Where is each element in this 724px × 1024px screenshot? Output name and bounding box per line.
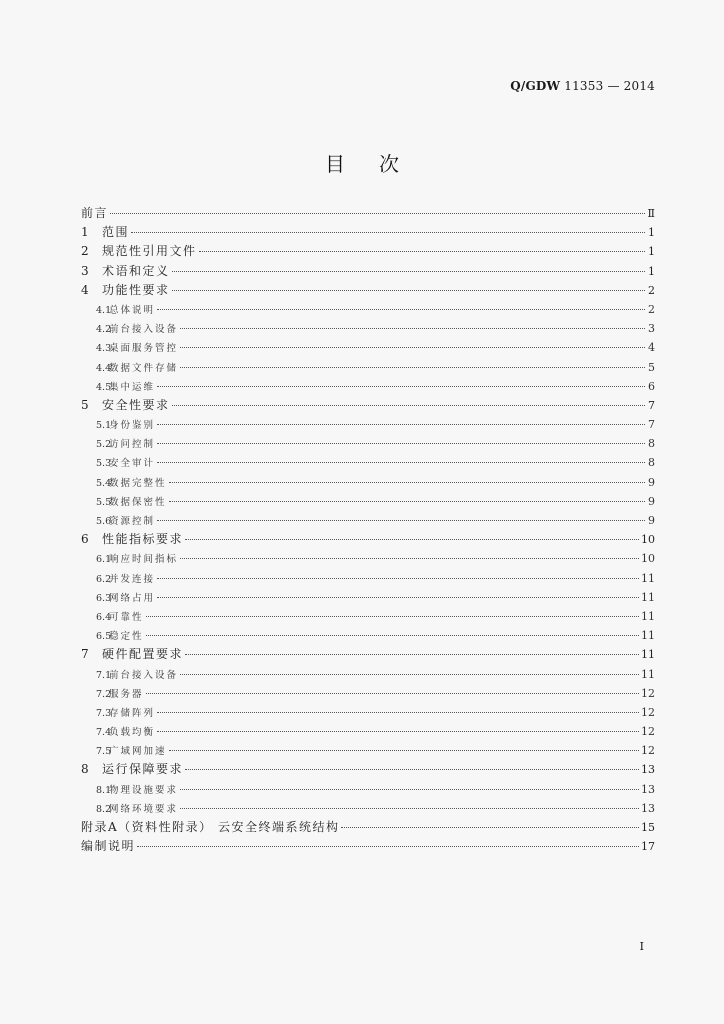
toc-entry-number: 8.2 [96, 803, 112, 815]
toc-entry-number: 2 [81, 244, 89, 259]
toc-leader-dots [157, 386, 645, 387]
toc-entry-page: 1 [648, 245, 655, 259]
toc-entry-label: 性能指标要求 [102, 532, 184, 547]
toc-entry[interactable] [81, 569, 655, 588]
toc-entry-label: 服务器 [109, 688, 144, 700]
toc-entry-number: 6.1 [96, 554, 112, 566]
toc-entry-page: 12 [641, 686, 655, 700]
toc-entry[interactable] [81, 799, 655, 818]
toc-entry[interactable] [81, 722, 655, 741]
toc-entry-page: 6 [648, 379, 655, 393]
toc-entry-page: 12 [641, 725, 655, 739]
toc-entry-page: 13 [641, 801, 655, 815]
toc-entry-page: 5 [648, 360, 655, 374]
toc-leader-dots [180, 789, 639, 790]
toc-leader-dots [157, 712, 639, 713]
toc-entry-label: 附录A（资料性附录） 云安全终端系统结构 [81, 820, 340, 834]
toc-entry-number: 1 [81, 225, 89, 240]
toc-entry-label: 功能性要求 [102, 282, 170, 297]
toc-entry-page: 10 [641, 533, 655, 547]
toc-entry-number: 6.3 [96, 592, 112, 604]
toc-entry-page: 11 [641, 667, 655, 681]
toc-entry-number: 4.3 [96, 343, 112, 355]
toc-leader-dots [185, 769, 639, 770]
table-of-contents [81, 204, 655, 856]
toc-entry-label: 访问控制 [109, 439, 156, 451]
toc-entry-label: 编制说明 [81, 839, 136, 854]
toc-entry-page: 12 [641, 705, 655, 719]
toc-entry[interactable] [81, 626, 655, 645]
toc-entry[interactable] [81, 377, 655, 396]
toc-entry-label: 安全性要求 [102, 397, 170, 412]
toc-entry-number: 6.5 [96, 631, 112, 643]
toc-entry-label: 负载均衡 [109, 727, 156, 739]
toc-leader-dots [180, 328, 645, 329]
toc-leader-dots [146, 693, 639, 694]
toc-entry-page: 13 [641, 782, 655, 796]
toc-entry[interactable] [81, 300, 655, 319]
toc-entry[interactable] [81, 645, 655, 664]
toc-entry-page: 15 [641, 821, 655, 834]
toc-leader-dots [146, 616, 639, 617]
toc-entry-label: 身份鉴别 [109, 420, 156, 432]
toc-entry[interactable] [81, 319, 655, 338]
toc-entry[interactable] [81, 684, 655, 703]
toc-leader-dots [185, 539, 639, 540]
toc-entry-label: 数据文件存储 [109, 362, 179, 374]
toc-entry-number: 3 [81, 263, 89, 278]
page-number: I [639, 940, 644, 953]
toc-leader-dots [131, 232, 645, 233]
toc-leader-dots [180, 558, 639, 559]
toc-entry-page: 12 [641, 744, 655, 758]
toc-leader-dots [157, 520, 645, 521]
toc-entry-page: 1 [648, 264, 655, 278]
toc-entry-number: 5.6 [96, 516, 112, 527]
standard-code [510, 79, 655, 93]
toc-entry-page: 11 [641, 629, 655, 643]
toc-leader-dots [180, 347, 645, 348]
toc-leader-dots [169, 482, 645, 483]
toc-entry-label: 物理设施要求 [109, 784, 179, 796]
toc-leader-dots [157, 731, 639, 732]
toc-leader-dots [157, 462, 645, 463]
toc-entry-page: 9 [648, 514, 655, 527]
toc-leader-dots [169, 750, 639, 751]
toc-entry-number: 4.2 [96, 324, 112, 336]
toc-entry-label: 网络占用 [109, 592, 156, 604]
toc-entry-page: 11 [641, 571, 655, 585]
toc-entry-label: 术语和定义 [102, 263, 170, 278]
toc-leader-dots [169, 501, 645, 502]
toc-entry-page: 7 [648, 418, 655, 432]
toc-leader-dots [185, 654, 639, 655]
toc-leader-dots [157, 443, 645, 444]
toc-entry-number: 7.2 [96, 688, 112, 700]
toc-entry-page: 9 [648, 475, 655, 489]
toc-entry-label: 硬件配置要求 [102, 647, 184, 662]
toc-entry-label: 可靠性 [109, 611, 144, 623]
toc-entry-page: 11 [641, 648, 655, 662]
toc-leader-dots [157, 309, 645, 310]
toc-entry-label: 并发连接 [109, 573, 156, 585]
toc-entry-number: 4.5 [96, 381, 112, 393]
toc-entry-label: 集中运维 [109, 381, 156, 393]
standard-prefix: Q/GDW [510, 79, 561, 93]
toc-entry[interactable] [81, 760, 655, 779]
toc-leader-dots [199, 251, 645, 252]
toc-entry[interactable] [81, 549, 655, 568]
toc-entry-number: 7.3 [96, 707, 112, 719]
toc-entry[interactable] [81, 703, 655, 722]
toc-entry[interactable] [81, 434, 655, 453]
toc-entry-number: 6 [81, 532, 89, 547]
toc-entry-page: 7 [648, 398, 655, 412]
toc-entry-number: 5 [81, 397, 89, 412]
toc-entry-page: 13 [641, 763, 655, 777]
toc-leader-dots [180, 808, 639, 809]
toc-entry-number: 4 [81, 282, 89, 297]
toc-entry-label: 数据完整性 [109, 477, 167, 489]
toc-entry-number: 7.5 [96, 746, 112, 758]
toc-leader-dots [180, 674, 639, 675]
toc-entry[interactable] [81, 204, 655, 223]
toc-entry-number: 5.3 [96, 458, 112, 470]
toc-entry-label: 规范性引用文件 [102, 244, 197, 259]
toc-entry[interactable] [81, 453, 655, 472]
toc-entry-number: 7 [81, 647, 89, 662]
toc-entry-number: 4.4 [96, 362, 112, 374]
toc-leader-dots [172, 290, 645, 291]
toc-entry-number: 5.1 [96, 420, 112, 432]
toc-entry-label: 运行保障要求 [102, 762, 184, 777]
toc-entry-number: 4.1 [96, 304, 112, 316]
toc-entry-label: 资源控制 [109, 516, 156, 527]
toc-entry-page: 3 [648, 322, 655, 336]
toc-leader-dots [172, 405, 645, 406]
toc-entry-number: 8.1 [96, 784, 112, 796]
toc-entry[interactable] [81, 242, 655, 261]
toc-leader-dots [157, 597, 639, 598]
toc-entry[interactable] [81, 511, 655, 530]
toc-entry-page: 17 [641, 840, 655, 854]
toc-leader-dots [172, 271, 645, 272]
toc-entry-label: 总体说明 [109, 304, 156, 316]
toc-entry-label: 范围 [102, 225, 130, 240]
toc-entry-label: 稳定性 [109, 631, 144, 643]
toc-entry-number: 5.5 [96, 496, 112, 508]
toc-entry[interactable] [81, 607, 655, 626]
toc-entry-number: 7.4 [96, 727, 112, 739]
toc-entry-page: 1 [648, 226, 655, 240]
toc-entry-label: 前言 [81, 206, 109, 220]
toc-entry[interactable] [81, 837, 655, 856]
toc-leader-dots [180, 367, 645, 368]
toc-entry[interactable] [81, 780, 655, 799]
toc-entry-page: 8 [648, 456, 655, 470]
toc-entry[interactable] [81, 262, 655, 281]
toc-entry-page: 9 [648, 494, 655, 508]
toc-title: 目次 [325, 152, 433, 176]
toc-leader-dots [137, 846, 639, 847]
toc-entry-label: 安全审计 [109, 458, 156, 470]
toc-entry-label: 响应时间指标 [109, 554, 179, 566]
toc-entry-number: 5.4 [96, 477, 112, 489]
toc-entry-page: 2 [648, 302, 655, 316]
standard-year: 2014 [623, 79, 655, 93]
toc-entry-page: 2 [648, 283, 655, 297]
toc-leader-dots [146, 635, 639, 636]
toc-entry[interactable] [81, 588, 655, 607]
toc-entry[interactable] [81, 281, 655, 300]
toc-leader-dots [157, 578, 639, 579]
toc-entry-page: 8 [648, 437, 655, 451]
toc-entry[interactable] [81, 415, 655, 434]
toc-entry-page: 4 [648, 341, 655, 355]
toc-entry-label: 前台接入设备 [109, 669, 179, 681]
toc-entry[interactable] [81, 741, 655, 760]
toc-entry[interactable] [81, 530, 655, 549]
toc-leader-dots [341, 827, 639, 828]
standard-separator: — [607, 79, 620, 93]
toc-entry-page: 11 [641, 609, 655, 623]
toc-entry-label: 桌面服务管控 [109, 343, 179, 355]
toc-entry-number: 6.4 [96, 611, 112, 623]
toc-entry[interactable] [81, 396, 655, 415]
toc-leader-dots [157, 424, 645, 425]
toc-entry[interactable] [81, 665, 655, 684]
toc-entry[interactable] [81, 492, 655, 511]
toc-entry-number: 5.2 [96, 439, 112, 451]
toc-entry[interactable] [81, 223, 655, 242]
toc-entry-label: 广域网加速 [109, 746, 167, 758]
toc-entry-number: 8 [81, 762, 89, 777]
toc-entry-page: Ⅱ [647, 207, 655, 220]
toc-entry-label: 网络环境要求 [109, 803, 179, 815]
toc-leader-dots [110, 213, 645, 214]
toc-entry-number: 7.1 [96, 669, 112, 681]
toc-entry[interactable] [81, 473, 655, 492]
toc-entry[interactable] [81, 358, 655, 377]
toc-entry-label: 前台接入设备 [109, 324, 179, 336]
toc-entry-page: 10 [641, 552, 655, 566]
toc-entry-number: 6.2 [96, 573, 112, 585]
standard-number: 11353 [564, 79, 604, 93]
toc-entry-page: 11 [641, 590, 655, 604]
toc-entry-label: 数据保密性 [109, 496, 167, 508]
toc-entry-label: 存储阵列 [109, 707, 156, 719]
toc-entry[interactable] [81, 818, 655, 837]
toc-entry[interactable] [81, 338, 655, 357]
